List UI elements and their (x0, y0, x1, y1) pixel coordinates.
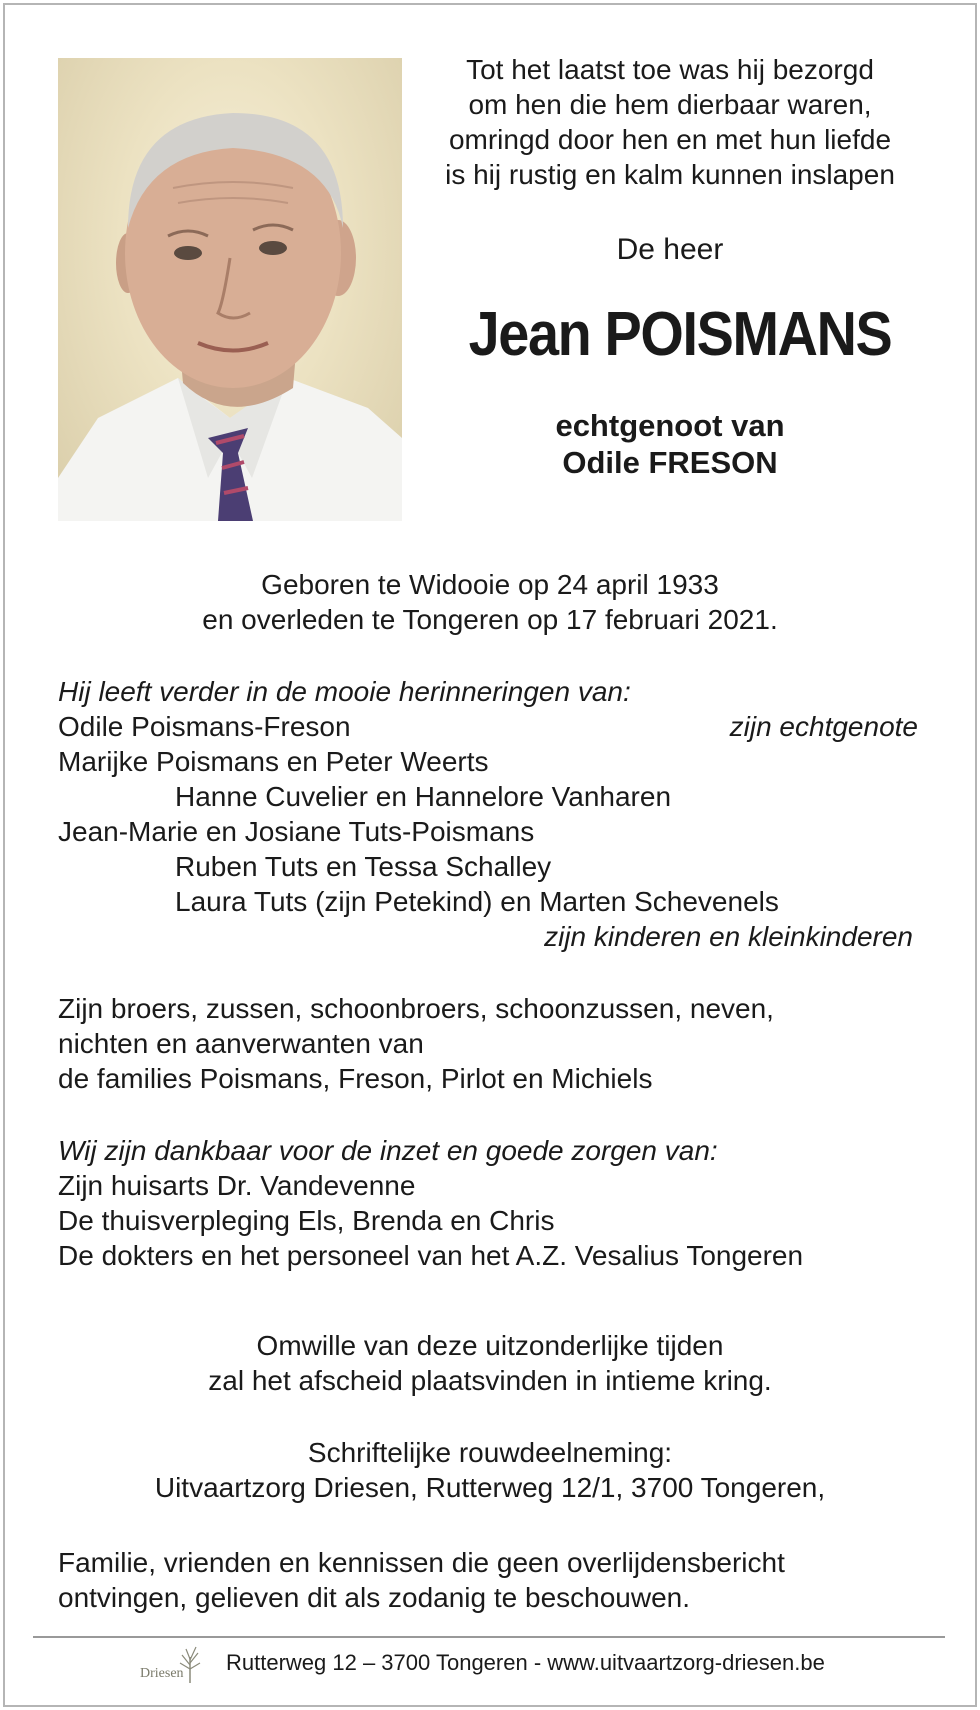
footer-divider (33, 1636, 945, 1638)
poem-line-1: Tot het laatst toe was hij bezorgd (466, 54, 874, 85)
family-member: Ruben Tuts en Tessa Schalley (175, 851, 552, 882)
thanks-line: Zijn huisarts Dr. Vandevenne (58, 1170, 416, 1201)
deceased-name: Jean POISMANS (468, 300, 892, 369)
memories-intro: Hij leeft verder in de mooie herinneringen van: (58, 676, 631, 707)
family-relation: zijn kinderen en kleinkinderen (544, 921, 913, 952)
family-relation: zijn echtgenote (729, 711, 918, 742)
birth-line: Geboren te Widooie op 24 april 1933 (261, 569, 719, 600)
portrait-photo (58, 58, 402, 521)
svg-text:Driesen: Driesen (140, 1666, 184, 1681)
relatives-line: nichten en aanverwanten van (58, 1028, 424, 1059)
ceremony-line: zal het afscheid plaatsvinden in intieme kring. (208, 1365, 772, 1396)
family-member: Hanne Cuvelier en Hannelore Vanharen (175, 781, 672, 812)
spouse-name: Odile FRESON (562, 445, 778, 480)
funeral-home-logo (140, 1643, 206, 1687)
thanks-line: De thuisverpleging Els, Brenda en Chris (58, 1205, 555, 1236)
poem-line-3: omringd door hen en met hun liefde (448, 124, 892, 155)
family-member: Jean-Marie en Josiane Tuts-Poismans (58, 816, 535, 847)
death-line: en overleden te Tongeren op 17 februari 2021. (202, 604, 778, 635)
condolence-address: Uitvaartzorg Driesen, Rutterweg 12/1, 3700 Tongeren, (154, 1472, 826, 1503)
closing-line: ontvingen, gelieven dit als zodanig te beschouwen. (58, 1582, 690, 1613)
poem-line-4: is hij rustig en kalm kunnen inslapen (445, 159, 895, 190)
family-member: Odile Poismans-Freson (58, 711, 351, 742)
spouse-label: echtgenoot van (555, 408, 785, 443)
closing-line: Familie, vrienden en kennissen die geen overlijdensbericht (58, 1547, 785, 1578)
condolence-line: Schriftelijke rouwdeelneming: (307, 1437, 673, 1468)
relatives-line: Zijn broers, zussen, schoonbroers, schoonzussen, neven, (58, 993, 774, 1024)
footer-address: Rutterweg 12 – 3700 Tongeren - www.uitvaartzorg-driesen.be (226, 1650, 825, 1675)
thanks-intro: Wij zijn dankbaar voor de inzet en goede zorgen van: (58, 1135, 718, 1166)
poem-line-2: om hen die hem dierbaar waren, (468, 89, 872, 120)
family-member: Marijke Poismans en Peter Weerts (58, 746, 489, 777)
relatives-line: de families Poismans, Freson, Pirlot en Michiels (58, 1063, 653, 1094)
honorific: De heer (616, 233, 724, 266)
ceremony-line: Omwille van deze uitzonderlijke tijden (256, 1330, 724, 1361)
thanks-line: De dokters en het personeel van het A.Z. Vesalius Tongeren (58, 1240, 804, 1271)
family-member: Laura Tuts (zijn Petekind) en Marten Schevenels (175, 886, 779, 917)
